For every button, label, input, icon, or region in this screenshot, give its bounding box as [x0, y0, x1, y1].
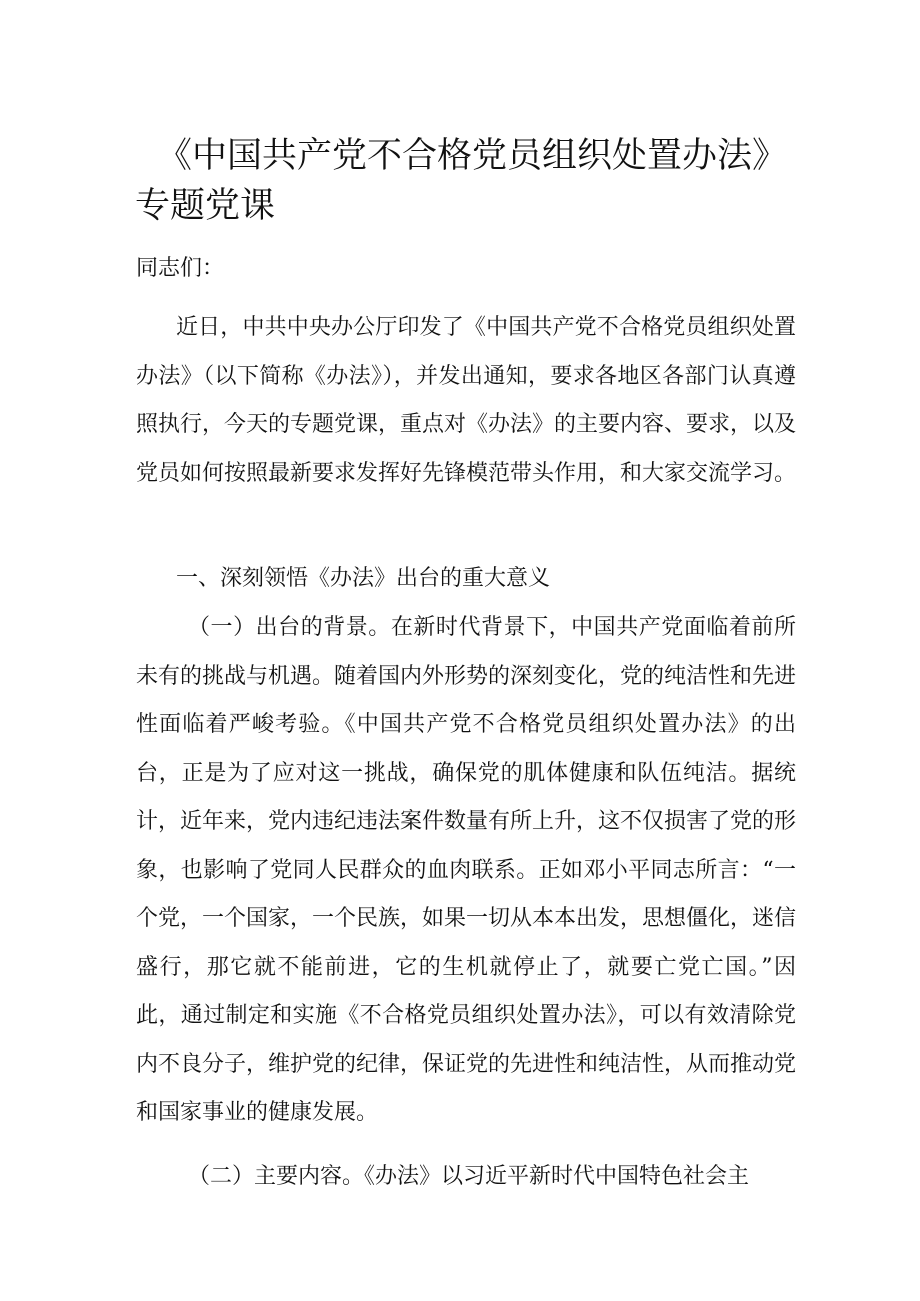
background-paragraph: （一）出台的背景。在新时代背景下，中国共产党面临着前所未有的挑战与机遇。随着国内外形势的深刻变化，党的纯洁性和先进性面临着严峻考验。《中国共产党不合格党员组织处置办法》的出台，正是为了应对这一挑战，确保党的肌体健康和队伍纯洁。据统计，近年来，党内违纪违法案件数量有所上升，这不仅损害了党的形象，也影响了党同人民群众的血肉联系。正如邓小平同志所言：“一个党，一个国家，一个民族，如果一切从本本出发，思想僵化，迷信盛行，那它就不能前进，它的生机就停止了，就要亡党亡国。”因此，通过制定和实施《不合格党员组织处置办法》，可以有效清除党内不良分子，维护党的纪律，保证党的先进性和纯洁性，从而推动党和国家事业的健康发展。 — [136, 615, 797, 1125]
document-title: 《中国共产党不合格党员组织处置办法》专题党课 — [135, 136, 788, 226]
intro-paragraph: 近日，中共中央办公厅印发了《中国共产党不合格党员组织处置办法》（以下简称《办法》），并发出通知，要求各地区各部门认真遵照执行，今天的专题党课，重点对《办法》的主要内容、要求，以及党员如何按照最新要求发挥好先锋模范带头作用，和大家交流学习。 — [136, 315, 797, 486]
section-heading: 一、深刻领悟《办法》出台的重大意义 — [176, 566, 551, 591]
main-content-paragraph: （二）主要内容。《办法》以习近平新时代中国特色社会主 — [188, 1164, 750, 1189]
greeting: 同志们： — [136, 256, 225, 281]
